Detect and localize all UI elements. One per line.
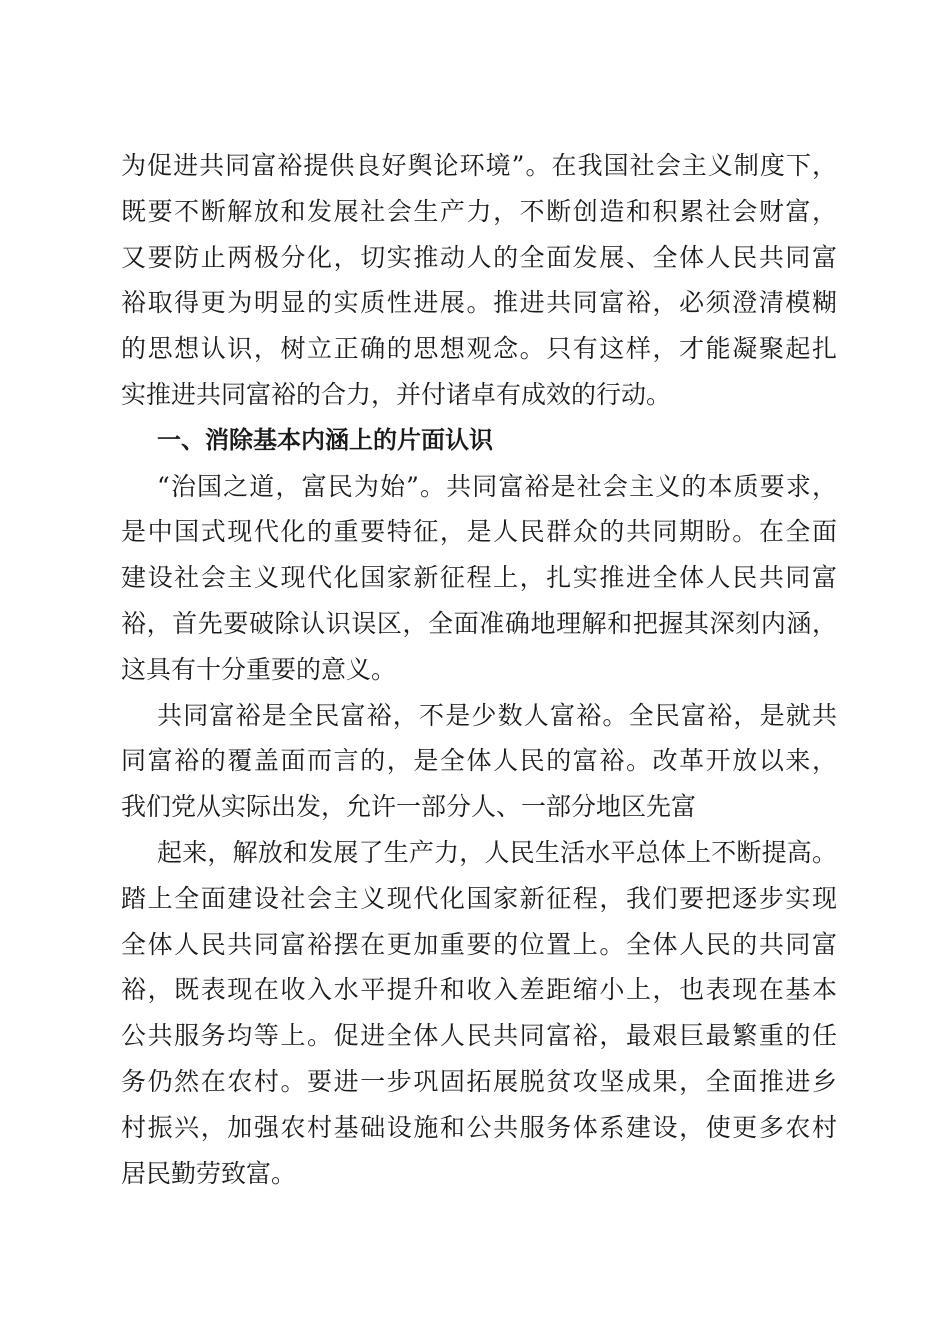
paragraph-line: 同富裕的覆盖面而言的，是全体人民的富裕。改革开放以来， bbox=[121, 746, 837, 776]
paragraph-line: 的思想认识，树立正确的思想观念。只有这样，才能凝聚起扎 bbox=[121, 334, 837, 364]
paragraph-line: 共同富裕是全民富裕，不是少数人富裕。全民富裕，是就共 bbox=[157, 700, 837, 730]
paragraph-line: “治国之道，富民为始”。共同富裕是社会主义的本质要求， bbox=[157, 471, 837, 501]
paragraph-2 bbox=[121, 464, 837, 693]
paragraph-line: 裕，既表现在收入水平提升和收入差距缩小上，也表现在基本 bbox=[121, 975, 837, 1005]
paragraph-line: 建设社会主义现代化国家新征程上，扎实推进全体人民共同富 bbox=[121, 563, 837, 593]
paragraph-line: 裕，首先要破除认识误区，全面准确地理解和把握其深刻内涵， bbox=[121, 608, 837, 638]
paragraph-line: 全体人民共同富裕摆在更加重要的位置上。全体人民的共同富 bbox=[121, 929, 837, 959]
paragraph-line: 起来，解放和发展了生产力，人民生活水平总体上不断提高。 bbox=[157, 837, 837, 867]
paragraph-line: 公共服务均等上。促进全体人民共同富裕，最艰巨最繁重的任 bbox=[121, 1021, 837, 1051]
paragraph-line: 踏上全面建设社会主义现代化国家新征程，我们要把逐步实现 bbox=[121, 883, 837, 913]
paragraph-line: 我们党从实际出发，允许一部分人、一部分地区先富 bbox=[121, 792, 697, 822]
paragraph-line: 又要防止两极分化，切实推动人的全面发展、全体人民共同富 bbox=[121, 242, 837, 272]
document-body bbox=[121, 143, 837, 1196]
paragraph-line: 是中国式现代化的重要特征，是人民群众的共同期盼。在全面 bbox=[121, 517, 837, 547]
paragraph-4 bbox=[121, 830, 837, 1196]
paragraph-line: 实推进共同富裕的合力，并付诸卓有成效的行动。 bbox=[121, 379, 672, 409]
paragraph-1 bbox=[121, 143, 837, 418]
paragraph-line: 务仍然在农村。要进一步巩固拓展脱贫攻坚成果，全面推进乡 bbox=[121, 1066, 837, 1096]
paragraph-3 bbox=[121, 693, 837, 830]
paragraph-line: 这具有十分重要的意义。 bbox=[121, 654, 397, 684]
paragraph-line: 居民勤劳致富。 bbox=[121, 1158, 297, 1188]
paragraph-line: 为促进共同富裕提供良好舆论环境”。在我国社会主义制度下， bbox=[121, 151, 837, 180]
paragraph-line: 村振兴，加强农村基础设施和公共服务体系建设，使更多农村 bbox=[121, 1112, 837, 1142]
paragraph-line: 裕取得更为明显的实质性进展。推进共同富裕，必须澄清模糊 bbox=[121, 288, 837, 318]
paragraph-line: 既要不断解放和发展社会生产力，不断创造和积累社会财富， bbox=[121, 196, 837, 226]
section-heading: 一、消除基本内涵上的片面认识 bbox=[157, 425, 493, 454]
